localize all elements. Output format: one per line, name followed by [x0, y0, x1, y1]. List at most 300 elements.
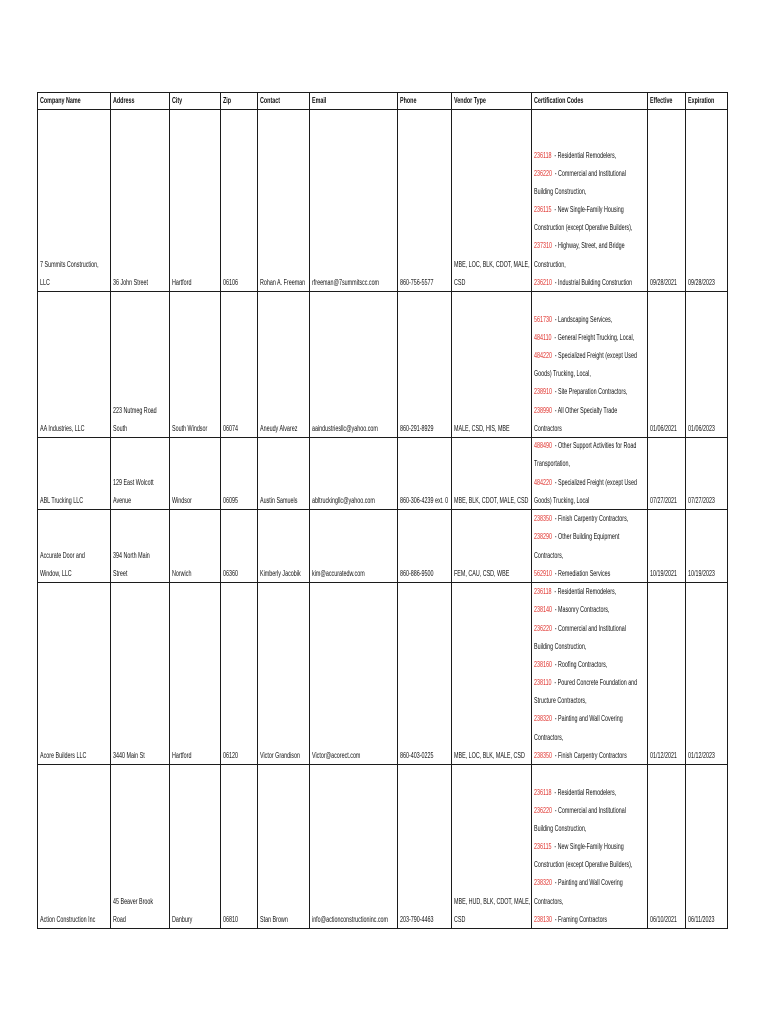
city-cell — [170, 765, 221, 929]
zip-line: 06810 — [222, 914, 238, 924]
certification-description: - Finish Carpentry Contractors, — [554, 514, 628, 524]
certification-description: - General Freight Trucking, Local, — [553, 332, 634, 342]
certification-code: 236118 — [533, 150, 552, 160]
zip-line: 06074 — [222, 423, 238, 433]
contact-cell — [258, 438, 310, 510]
certification-description: - Commercial and Institutional — [554, 623, 626, 633]
table-row — [0, 110, 740, 292]
zip-text — [223, 911, 238, 929]
city-line: Norwich — [171, 568, 191, 578]
certification-description: - Commercial and Institutional — [554, 168, 626, 178]
certification-description: - All Other Specialty Trade — [554, 405, 617, 415]
certification-line — [534, 311, 637, 329]
certification-description: Contractors — [533, 423, 562, 433]
certification-description: - Specialized Freight (except Used — [554, 477, 637, 487]
phone-text — [400, 492, 448, 510]
email-text — [312, 565, 365, 583]
expiration-date-text — [688, 274, 715, 292]
certification-description: - New Single-Family Housing — [553, 205, 624, 215]
email-text — [312, 747, 360, 765]
expiration-date-text — [688, 565, 715, 583]
phone-text — [400, 747, 434, 765]
address-text — [113, 547, 150, 583]
certification-code: 238350 — [533, 514, 552, 524]
city-line: Hartford — [171, 750, 191, 760]
effective-date-text — [650, 274, 677, 292]
effective-date-cell — [648, 438, 686, 510]
email-cell — [310, 765, 398, 929]
city-text — [172, 274, 191, 292]
company-name-text — [40, 547, 85, 583]
address-cell — [111, 765, 170, 929]
city-cell — [170, 110, 221, 292]
company-name-line: ABL Trucking LLC — [39, 495, 83, 505]
certification-codes-cell — [532, 110, 648, 292]
certification-code: 238130 — [533, 914, 552, 924]
effective-date-cell — [648, 765, 686, 929]
phone-cell — [398, 110, 452, 292]
expiration-date-cell — [686, 292, 728, 438]
certification-description: Goods) Trucking, Local — [533, 495, 589, 505]
zip-cell — [221, 583, 258, 765]
header-vendor-type — [452, 92, 532, 110]
certification-description: - Highway, Street, and Bridge — [554, 241, 625, 251]
effective-date-cell — [648, 292, 686, 438]
phone-cell — [398, 765, 452, 929]
certification-line — [534, 402, 637, 420]
contact-cell — [258, 583, 310, 765]
header-city-label: City — [171, 95, 182, 105]
city-cell — [170, 510, 221, 583]
certification-description: Construction (except Operative Builders), — [533, 223, 632, 233]
address-text — [113, 274, 148, 292]
expiration-date-line: 06/11/2023 — [687, 914, 715, 924]
certification-code: 236118 — [533, 787, 552, 797]
certification-description: - New Single-Family Housing — [553, 842, 624, 852]
certification-line — [534, 802, 632, 820]
email-text — [312, 420, 378, 438]
certification-line — [534, 820, 632, 838]
certification-line — [534, 492, 637, 510]
certification-code: 237310 — [533, 241, 552, 251]
company-name-line: LLC — [39, 277, 50, 287]
city-cell — [170, 438, 221, 510]
contact-line: Kimberly Jacobik — [259, 568, 301, 578]
email-line: rfreeman@7summitscc.com — [311, 277, 379, 287]
address-cell — [111, 110, 170, 292]
vendor-type-line: CSD — [453, 277, 465, 287]
expiration-date-cell — [686, 438, 728, 510]
contact-line: Austin Samuels — [259, 495, 297, 505]
address-text — [113, 474, 154, 510]
certification-line — [534, 656, 637, 674]
expiration-date-text — [688, 420, 715, 438]
company-name-text — [40, 420, 85, 438]
effective-date-line: 10/19/2021 — [649, 568, 677, 578]
address-line: Road — [112, 914, 126, 924]
certification-line — [534, 201, 632, 219]
header-expiration-date-label: Expiration — [687, 95, 714, 105]
company-name-cell — [37, 583, 111, 765]
email-cell — [310, 292, 398, 438]
email-text — [312, 492, 375, 510]
certification-codes-text — [534, 583, 637, 765]
vendor-type-text — [454, 256, 530, 292]
phone-line: 860-756-5577 — [399, 277, 434, 287]
header-contact-label: Contact — [259, 95, 280, 105]
vendor-type-line: MBE, LOC, BLK, CDOT, MALE, — [453, 259, 530, 269]
certification-codes-text — [534, 784, 632, 930]
phone-cell — [398, 292, 452, 438]
phone-line: 860-306-4239 ext. 0 — [399, 495, 448, 505]
company-name-text — [40, 256, 99, 292]
header-contact — [258, 92, 310, 110]
contact-cell — [258, 510, 310, 583]
vendor-type-line: FEM, CAU, CSD, WBE — [453, 568, 509, 578]
zip-text — [223, 420, 238, 438]
certification-line — [534, 183, 632, 201]
phone-text — [400, 420, 434, 438]
header-certification-codes — [532, 92, 648, 110]
address-cell — [111, 583, 170, 765]
vendor-type-line: MALE, CSD, HIS, MBE — [453, 423, 510, 433]
expiration-date-line: 01/06/2023 — [687, 423, 715, 433]
certification-description: Building Construction, — [533, 641, 586, 651]
company-name-cell — [37, 292, 111, 438]
header-email — [310, 92, 398, 110]
phone-cell — [398, 438, 452, 510]
table-row — [0, 510, 740, 583]
address-cell — [111, 510, 170, 583]
address-cell — [111, 292, 170, 438]
certification-code: 484220 — [533, 351, 552, 361]
header-address — [111, 92, 170, 110]
header-zip — [221, 92, 258, 110]
certification-line — [534, 547, 628, 565]
certification-code: 484220 — [533, 477, 552, 487]
effective-date-cell — [648, 510, 686, 583]
certification-code: 238350 — [533, 750, 552, 760]
certification-description: Contractors, — [533, 896, 563, 906]
zip-cell — [221, 438, 258, 510]
certification-code: 484110 — [533, 332, 552, 342]
certification-line — [534, 710, 637, 728]
certification-code: 236210 — [533, 277, 552, 287]
header-company-name — [37, 92, 111, 110]
vendor-type-cell — [452, 292, 532, 438]
certification-line — [534, 874, 632, 892]
expiration-date-line: 01/12/2023 — [687, 750, 715, 760]
address-line: 223 Nutmeg Road — [112, 405, 157, 415]
phone-text — [400, 565, 434, 583]
certification-code: 488490 — [533, 441, 552, 451]
certification-line — [534, 784, 632, 802]
phone-line: 860-403-0225 — [399, 750, 434, 760]
vendor-type-cell — [452, 110, 532, 292]
certification-description: Goods) Trucking, Local, — [533, 369, 591, 379]
certification-description: - Roofing Contractors, — [554, 659, 607, 669]
zip-line: 06360 — [222, 568, 238, 578]
city-line: South Windsor — [171, 423, 207, 433]
zip-text — [223, 274, 238, 292]
address-line: 45 Beaver Brook — [112, 896, 153, 906]
city-cell — [170, 292, 221, 438]
certification-line — [534, 237, 632, 255]
certification-description: Construction (except Operative Builders), — [533, 860, 632, 870]
certification-codes-cell — [532, 510, 648, 583]
company-name-line: Accurate Door and — [39, 550, 85, 560]
certification-description: - Framing Contractors — [554, 914, 607, 924]
city-text — [172, 420, 207, 438]
certification-line — [534, 147, 632, 165]
company-name-cell — [37, 110, 111, 292]
certification-description: Structure Contractors, — [533, 696, 587, 706]
phone-cell — [398, 510, 452, 583]
certification-line — [534, 638, 637, 656]
city-line: Windsor — [171, 495, 192, 505]
address-line: 36 John Street — [112, 277, 148, 287]
company-name-text — [40, 492, 83, 510]
contact-text — [260, 565, 301, 583]
effective-date-text — [650, 420, 677, 438]
contact-text — [260, 911, 288, 929]
certification-code: 561730 — [533, 314, 552, 324]
certification-description: - Remediation Services — [554, 568, 610, 578]
phone-text — [400, 911, 434, 929]
company-name-cell — [37, 765, 111, 929]
certification-description: - Industrial Building Construction — [554, 277, 632, 287]
certification-line — [534, 365, 637, 383]
certification-codes-text — [534, 311, 637, 438]
effective-date-text — [650, 911, 677, 929]
vendor-type-line: MBE, HUD, BLK, CDOT, MALE, — [453, 896, 530, 906]
certification-code: 236115 — [533, 205, 552, 215]
header-address-label: Address — [112, 95, 135, 105]
expiration-date-text — [688, 911, 715, 929]
certification-code: 236220 — [533, 623, 552, 633]
certification-codes-cell — [532, 765, 648, 929]
vendor-type-cell — [452, 438, 532, 510]
certification-code: 562910 — [533, 568, 552, 578]
email-cell — [310, 510, 398, 583]
certification-code: 238140 — [533, 605, 552, 615]
contact-line: Victor Grandison — [259, 750, 300, 760]
effective-date-line: 07/27/2021 — [649, 495, 677, 505]
table-row — [0, 292, 740, 438]
email-line: Victor@acorect.com — [311, 750, 360, 760]
header-zip-label: Zip — [222, 95, 231, 105]
company-name-line: Acore Builders LLC — [39, 750, 86, 760]
certification-code: 238910 — [533, 387, 552, 397]
contact-cell — [258, 765, 310, 929]
phone-text — [400, 274, 434, 292]
effective-date-line: 01/12/2021 — [649, 750, 677, 760]
zip-line: 06120 — [222, 750, 238, 760]
company-name-cell — [37, 510, 111, 583]
expiration-date-line: 07/27/2023 — [687, 495, 715, 505]
certification-line — [534, 383, 637, 401]
effective-date-line: 01/06/2021 — [649, 423, 677, 433]
expiration-date-text — [688, 747, 715, 765]
effective-date-text — [650, 747, 677, 765]
certification-line — [534, 856, 632, 874]
certification-line — [534, 455, 637, 473]
certification-codes-cell — [532, 583, 648, 765]
header-effective-date — [648, 92, 686, 110]
certification-line — [534, 510, 628, 528]
header-email-label: Email — [311, 95, 326, 105]
certification-description: Building Construction, — [533, 823, 586, 833]
effective-date-cell — [648, 583, 686, 765]
contact-line: Aneudy Alvarez — [259, 423, 297, 433]
certification-line — [534, 601, 637, 619]
certification-description: Contractors, — [533, 550, 563, 560]
contact-line: Stan Brown — [259, 914, 288, 924]
expiration-date-cell — [686, 583, 728, 765]
certification-line — [534, 329, 637, 347]
contact-text — [260, 274, 305, 292]
zip-text — [223, 565, 238, 583]
effective-date-text — [650, 492, 677, 510]
expiration-date-cell — [686, 510, 728, 583]
phone-line: 203-790-4463 — [399, 914, 434, 924]
zip-cell — [221, 110, 258, 292]
certification-line — [534, 256, 632, 274]
address-line: 394 North Main — [112, 550, 150, 560]
vendor-type-text — [454, 893, 530, 929]
certification-description: - Finish Carpentry Contractors — [554, 750, 627, 760]
email-line: aaindustriesllc@yahoo.com — [311, 423, 378, 433]
certification-description: - Residential Remodelers, — [553, 150, 616, 160]
certification-code: 236118 — [533, 587, 552, 597]
email-line: kim@accuratedw.com — [311, 568, 365, 578]
certification-line — [534, 474, 637, 492]
expiration-date-line: 09/28/2023 — [687, 277, 715, 287]
header-expiration-date — [686, 92, 728, 110]
zip-line: 06095 — [222, 495, 238, 505]
certification-line — [534, 583, 637, 601]
address-cell — [111, 438, 170, 510]
certification-description: - Poured Concrete Foundation and — [553, 678, 637, 688]
effective-date-line: 06/10/2021 — [649, 914, 677, 924]
certification-description: Transportation, — [533, 459, 570, 469]
vendor-type-line: CSD — [453, 914, 465, 924]
certification-description: - Painting and Wall Covering — [554, 714, 623, 724]
zip-text — [223, 492, 238, 510]
address-text — [113, 893, 153, 929]
address-line: South — [112, 423, 127, 433]
certification-line — [534, 692, 637, 710]
city-line: Hartford — [171, 277, 191, 287]
vendor-type-cell — [452, 510, 532, 583]
address-line: 129 East Wolcott — [112, 477, 154, 487]
certification-line — [534, 747, 637, 765]
company-name-text — [40, 911, 95, 929]
email-cell — [310, 110, 398, 292]
expiration-date-text — [688, 492, 715, 510]
vendor-type-line: MBE, LOC, BLK, MALE, CSD — [453, 750, 525, 760]
table-row — [0, 765, 740, 929]
header-company-name-label: Company Name — [39, 95, 81, 105]
certification-codes-cell — [532, 438, 648, 510]
email-text — [312, 911, 388, 929]
city-cell — [170, 583, 221, 765]
certification-line — [534, 893, 632, 911]
certification-description: - Site Preparation Contractors, — [554, 387, 627, 397]
vendor-type-line: MBE, BLK, CDOT, MALE, CSD — [453, 495, 528, 505]
certification-code: 236115 — [533, 842, 552, 852]
certification-line — [534, 420, 637, 438]
certification-description: - Residential Remodelers, — [553, 787, 616, 797]
certification-description: - Other Support Activities for Road — [554, 441, 636, 451]
contact-text — [260, 747, 300, 765]
phone-cell — [398, 583, 452, 765]
certification-description: - Landscaping Services, — [554, 314, 612, 324]
address-text — [113, 747, 145, 765]
effective-date-line: 09/28/2021 — [649, 277, 677, 287]
certification-line — [534, 274, 632, 292]
city-text — [172, 911, 192, 929]
zip-cell — [221, 510, 258, 583]
certification-line — [534, 438, 637, 455]
vendor-type-text — [454, 420, 510, 438]
certification-code: 236220 — [533, 168, 552, 178]
contact-cell — [258, 292, 310, 438]
contact-cell — [258, 110, 310, 292]
certification-code: 238160 — [533, 659, 552, 669]
certification-line — [534, 620, 637, 638]
certification-description: - Other Building Equipment — [554, 532, 619, 542]
certification-description: - Masonry Contractors, — [554, 605, 609, 615]
certification-description: - Painting and Wall Covering — [554, 878, 623, 888]
certification-codes-text — [534, 147, 632, 293]
company-name-line: Window, LLC — [39, 568, 72, 578]
phone-line: 860-886-9500 — [399, 568, 434, 578]
company-name-line: 7 Summits Construction, — [39, 259, 99, 269]
city-text — [172, 492, 192, 510]
header-city — [170, 92, 221, 110]
certification-description: Construction, — [533, 259, 566, 269]
address-line: Street — [112, 568, 127, 578]
email-cell — [310, 583, 398, 765]
vendor-type-text — [454, 565, 509, 583]
header-row — [0, 92, 740, 110]
city-text — [172, 747, 191, 765]
header-effective-date-label: Effective — [649, 95, 672, 105]
company-name-cell — [37, 438, 111, 510]
certification-code: 238990 — [533, 405, 552, 415]
certification-line — [534, 528, 628, 546]
zip-text — [223, 747, 238, 765]
zip-cell — [221, 765, 258, 929]
certification-codes-text — [534, 510, 628, 583]
header-vendor-type-label: Vendor Type — [453, 95, 486, 105]
effective-date-text — [650, 565, 677, 583]
vendor-type-cell — [452, 765, 532, 929]
certification-codes-text — [534, 438, 637, 510]
certification-line — [534, 674, 637, 692]
address-line: Avenue — [112, 495, 131, 505]
certification-line — [534, 565, 628, 583]
expiration-date-cell — [686, 110, 728, 292]
certification-code: 238110 — [533, 678, 552, 688]
certification-line — [534, 911, 632, 929]
contact-text — [260, 420, 297, 438]
certification-codes-cell — [532, 292, 648, 438]
city-text — [172, 565, 191, 583]
certification-code: 238320 — [533, 714, 552, 724]
vendor-type-text — [454, 492, 528, 510]
